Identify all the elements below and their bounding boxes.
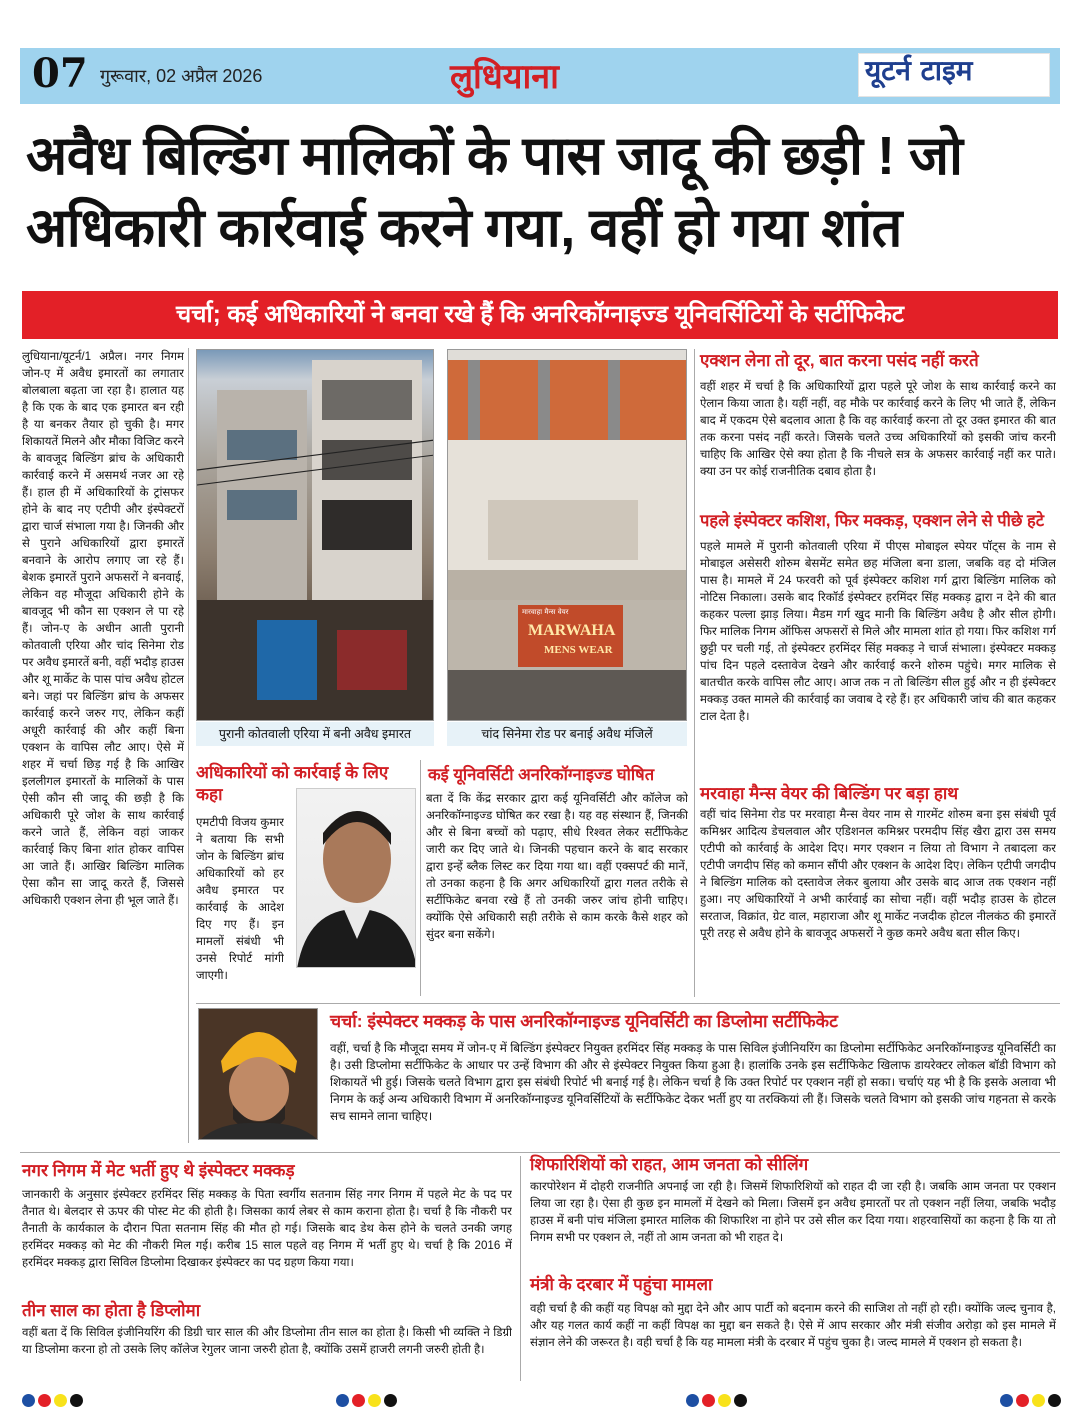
person-icon (297, 789, 416, 968)
newspaper-logo (858, 53, 1050, 97)
color-dots-2 (336, 1394, 397, 1407)
photo-chand-cinema-building (447, 349, 687, 721)
strap-text: चर्चा; कई अधिकारियों ने बनवा रखे हैं कि अनरिकॉग्नाइज्ड यूनिवर्सिटियों के सर्टीफिकेट (176, 301, 904, 328)
story-inspector: पहले मामले में पुरानी कोतवाली एरिया में पीएस मोबाइल स्पेयर पॉट्स के नाम से मोबाइल असेसरी शोरुम बेसमेंट समेत छह मंजिला बना डाला, जबकि वह दो मंजिल पास है। मामले में 24 फरवरी को पूर्व इंस्पेक्टर कशिश गर्ग द्वारा बिल्डिंग मालिक को नोटिस निकाला। उसके बाद रिकॉर्ड इंस्पेक्टर हरमिंदर सिंह मक्कड़ द्वारा न देने की बात कहकर पल्ला झाड़ लिया। मैडम गर्ग खुद मानी कि बिल्डिंग अवैध है और सील होगी। फिर मालिक निगम ऑफिस अफसरों से मिले और मामला शांत हो गया। फिर कशिश गर्ग छुट्टी पर चली गई, तो इंस्पेक्टर हरमिंदर सिंह मक्कड़ ने चार्ज संभाला। इंस्पेक्टर मक्कड़ पांच दिन पहले दस्तावेज देखने और कार्रवाई करने शोरुम पहुंचे। मगर मालिक से बातचीत करके वापिस लौट आए। आज तक न तो बिल्डिंग सील हुई और न ही इंस्पेक्टर मक्कड़ उक्त मामले की कार्रवाई का जवाब दे रहे हैं। हर अधिकारी जांच की बात कहकर टाल देता है। (700, 540, 1056, 723)
story-marwaha: वहीं चांद सिनेमा रोड पर मरवाहा मैन्स वेयर नाम से गारमेंट शोरुम बना इस संबंधी पूर्व कमिश्नर आदित्य डेचलवाल और एडिशनल कमिश्नर परमदीप सिंह खैरा द्वारा उस समय एटीपी को कार्रवाई के आदेश दिए। मगर एक्शन न लिया तो विभाग ने तबादला कर एटीपी जगदीप सिंह को कमान सौंपी और एक्शन के आदेश दिए। लेकिन एटीपी जगदीप ने बिल्डिंग मालिक को दस्तावेज लेकर बुलाया और उसके बाद आज तक एक्शन नहीं हुआ। नए अधिकारियों ने अभी कार्रवाई का सोचा नहीं। वहीं भदौड़ हाउस के होटल सरताज, विक्रांत, ग्रेट वाल, महाराजा और शू मार्केट नजदीक होटल नीलकंठ की इमारतें पूरी तरह से अवैध होने के बावजूद अफसरों ने कुछ कमरे अवैध बता सील किए। (700, 808, 1056, 940)
subhead-universities: कई यूनिवर्सिटी अनरिकॉग्नाइज्ड घोषित (428, 766, 655, 784)
subhead-inspector: पहले इंस्पेक्टर कशिश, फिर मक्कड़, एक्शन लेने से पीछे हटे (700, 512, 1045, 530)
shop-sign-hindi: मारवाहा मैन्स वेयर (522, 608, 569, 616)
subhead-recommendation: शिफारिशियों को राहत, आम जनता को सीलिंग (530, 1155, 809, 1174)
shop-sign-menswear: MENS WEAR (544, 644, 613, 656)
strap-bar (22, 291, 1058, 339)
subhead-diploma: चर्चा: इंस्पेक्टर मक्कड़ के पास अनरिकॉग्नाइज्ड यूनिवर्सिटी का डिप्लोमा सर्टीफिकेट (330, 1011, 838, 1031)
story-action: वहीं शहर में चर्चा है कि अधिकारियों द्वारा पहले पूरे जोश के साथ कार्रवाई करने का ऐलान किया जाता है। यहीं नहीं, वह मौके पर कार्रवाई करने के लिए भी जाते हैं, लेकिन बाद में एकदम ऐसे बदलाव आता है कि वह कार्रवाई करना तो दूर उक्त इमारत की बात तक करना पसंद नहीं करते। जिसके चलते उच्च अधिकारियों को इसकी जांच करनी चाहिए कि आखिर ऐसे क्या होता है कि नीचले सत्र के अफसर कार्रवाई नहीं कर पाते। क्या उन पर कोई राजनीतिक दबाव होता है। (700, 380, 1056, 478)
story-three-year: वहीं बता दें कि सिविल इंजीनियरिंग की डिग्री चार साल की और डिप्लोमा तीन साल का होता है। किसी भी व्यक्ति ने डिग्री या डिप्लोमा करना हो तो उसके लिए कॉलेज रेगुलर जाना जरुरी होता है, क्योंकि उसमें हाजरी लगनी जरुरी होती है। (22, 1326, 512, 1356)
color-dots-4 (1000, 1394, 1061, 1407)
section-divider (20, 1152, 1060, 1153)
story-officers: एमटीपी विजय कुमार ने बताया कि सभी जोन के बिल्डिंग ब्रांच अधिकारियों को हर अवैध इमारत पर कार्रवाई के आदेश दिए गए हैं। इन मामलों संबंधी भी उनसे रिपोर्ट मांगी जाएगी। (196, 816, 284, 982)
photo-caption-1: पुरानी कोतवाली एरिया में बनी अवैध इमारत (196, 722, 434, 746)
column-divider (420, 760, 421, 996)
subhead-three-year: तीन साल का होता है डिप्लोमा (22, 1301, 201, 1320)
color-dots-1 (22, 1394, 83, 1407)
city-name: लुधियाना (450, 58, 559, 96)
person-icon (199, 1009, 318, 1140)
column-divider (520, 1156, 521, 1381)
subhead-minister: मंत्री के दरबार में पहुंचा मामला (530, 1275, 713, 1294)
photo-caption-2: चांद सिनेमा रोड पर बनाई अवैध मंजिलें (447, 722, 687, 746)
subhead-action: एक्शन लेना तो दूर, बात करना पसंद नहीं करते (700, 351, 979, 370)
subhead-mate: नगर निगम में मेट भर्ती हुए थे इंस्पेक्टर मक्कड़ (22, 1161, 295, 1180)
photo-old-kotwali-building (196, 349, 434, 721)
story-diploma: वहीं, चर्चा है कि मौजूदा समय में जोन-ए में बिल्डिंग इंस्पेक्टर नियुक्त हरमिंदर सिंह मक्कड़ के पास सिविल इंजीनियरिंग का डिप्लोमा सर्टीफिकेट अनरिकॉग्नाइज्ड यूनिवर्सिटी का है। उसी डिप्लोमा सर्टीफिकेट के आधार पर उन्हें विभाग की और से इंस्पेक्टर नियुक्त किया हुआ है। हालांकि उनके इस सर्टीफिकेट खिलाफ डायरेक्टर लोकल बॉडी विभाग को शिकायतें भी हुई। जिसके चलते विभाग द्वारा इस संबंधी रिपोर्ट भी बनाई गई है। लेकिन चर्चा है कि उक्त रिपोर्ट पर एक्शन नहीं हो सका। चर्चाएं यह भी है कि इसके अलावा भी निगम के कई अन्य अधिकारी विभाग में अनरिकॉग्नाइज्ड यूनिवर्सिटियों के सर्टीफिकेट देकर भर्ती हुए या तरक्कियां ली हैं। जिसके चलते विभाग को इसकी जांच गहनता से करके सच सामने लाना चाहिए। (330, 1041, 1056, 1123)
building-illustration (197, 350, 434, 721)
left-column-text: लुधियाना/यूटर्न/1 अप्रैल। नगर निगम जोन-ए में अवैध इमारतों का लगातार बोलबाला बढ़ता जा रहा है। हालात यह है कि एक के बाद एक इमारत बन रही है या बनकर तैयार हो चुकी है। मगर शिकायतें मिलने और मौका विजिट करने के बावजूद बिल्डिंग ब्रांच के अधिकारी कार्रवाई करने में असमर्थ नजर आ रहे हैं। हाल ही में अधिकारियों के ट्रांसफर होने के बाद नए एटीपी और इंस्पेक्टरों द्वारा चार्ज संभाला गया है। जिनकी और से पुराने अधिकारियों द्वारा इमारतें बनवाने के आरोप लगाए जा रहे हैं। बेशक इमारतें पुराने अफसरों ने बनवाई, लेकिन वह मौजूदा अधिकारी होने के बावजूद भी कौन सा एक्शन ले पा रहे हैं। जोन-ए के अधीन आती पुरानी कोतवाली एरिया और चांद सिनेमा रोड पर अवैध इमारतें बनी, वहीं भदौड़ हाउस और शू मार्केट के पास पांच अवैध होटल बने। जहां पर बिल्डिंग ब्रांच के अफसर कार्रवाई करने जरुर गए, लेकिन कहीं अधूरी कार्रवाई की और कहीं बिना एक्शन के वापिस लौट आए। ऐसे में शहर में चर्चा छिड़ गई है कि आखिर इललीगल इमारतों के मालिकों के पास ऐसी कौन सी जादू की छड़ी है कि अधिकारी पूरे जोश के साथ कार्रवाई करने जाते हैं, लेकिन वहां जाकर कार्रवाई किए बिना शांत होकर वापिस आ जाते हैं। आखिर बिल्डिंग मालिक ऐसा कौन सा जादू करते हैं, जिससे अधिकारी एक्शन लेना ही भूल जाते हैं। (22, 350, 184, 907)
issue-date: गुरूवार, 02 अप्रैल 2026 (100, 66, 263, 86)
portrait-inspector (198, 1008, 318, 1140)
story-mate: जानकारी के अनुसार इंस्पेक्टर हरमिंदर सिंह मक्कड़ के पिता स्वर्गीय सतनाम सिंह नगर निगम में पहले मेट के पद पर तैनात थे। बेलदार से ऊपर की पोस्ट मेट की होती है। जिसका कार्य लेबर से काम कराना होता है। चर्चा है कि नौकरी पर तैनाती के कार्यकाल के दौरान पिता सतनाम सिंह की मौत हो गई। जिसके बाद डेथ केस होने के चलते उनकी जगह हरमिंदर मक्कड़ को मेट की नौकरी मिल गई। करीब 15 साल पहले वह निगम में भर्ती हुए थे। चर्चा है कि 2016 में हरमिंदर मक्कड़ द्वारा सिविल डिप्लोमा दिखाकर इंस्पेक्टर का पद ग्रहण किया गया। (22, 1188, 512, 1269)
story-recommendation: कारपोरेशन में दोहरी राजनीति अपनाई जा रही है। जिसमें शिफारिशियों को राहत दी जा रही है। जबकि आम जनता पर एक्शन लिया जा रहा है। ऐसा ही कुछ इन मामलों में देखने को मिला। जिसमें इन अवैध इमारतों पर तो एक्शन नहीं लिया, जबकि भदौड़ हाउस में बनी पांच मंजिला इमारत मालिक की शिफारिश ना होने पर उसे सील कर दिया गया। शहरवासियों का कहना है कि या तो निगम सभी पर एक्शन ले, नहीं तो आम जनता को भी राहत दे। (530, 1180, 1056, 1244)
subhead-marwaha: मरवाहा मैन्स वेयर की बिल्डिंग पर बड़ा हाथ (700, 784, 959, 803)
main-headline: अवैध बिल्डिंग मालिकों के पास जादू की छड़ी ! जो अधिकारी कार्रवाई करने गया, वहीं हो गया शांत (26, 126, 963, 258)
story-universities: बता दें कि केंद्र सरकार द्वारा कई यूनिवर्सिटी और कॉलेज को अनरिकॉग्नाइज्ड घोषित कर रखा है। यह वह संस्थान हैं, जिनकी और से बिना बच्चों को पढ़ाए, सीधे रिश्वत लेकर सर्टीफिकेट जारी कर दिए जाते थे। जिनकी पहचान करने के बाद सरकार द्वारा इन्हें ब्लैक लिस्ट कर दिया गया था। वहीं एक्सपर्ट की मानें, तो उनका कहना है कि अगर अधिकारियों द्वारा गलत तरीके से सर्टीफिकेट बनवा रखे हैं तो उनकी जरुर जांच होनी चाहिए। क्योंकि ऐसे अधिकारी सही तरीके से काम करके कैसे शहर को सुंदर बना सकेंगे। (426, 792, 688, 941)
shop-sign-marwaha: MARWAHA (528, 622, 616, 639)
subhead-officers: अधिकारियों को कार्रवाई के लिए कहा (196, 763, 389, 804)
portrait-mtp (296, 788, 416, 968)
building-illustration (448, 350, 687, 721)
story-minister: वही चर्चा है की कहीं यह विपक्ष को मुद्दा देने और आप पार्टी को बदनाम करने की साजिश तो नहीं हो रही। क्योंकि जल्द चुनाव है, और यह गलत कार्य कहीं ना कहीं विपक्ष का मुद्दा बन सकते है। ऐसे में आप सरकार और मंत्री संजीव अरोड़ा को इस मामले में संज्ञान लेने की जरूरत है। वही चर्चा है कि यह मामला मंत्री के दरबार में पहुंच चुका है। जल्द मामले में एक्शन हो सकता है। (530, 1302, 1056, 1349)
column-divider (694, 349, 695, 997)
column-divider (188, 348, 189, 1143)
page-number: 07 (32, 50, 88, 97)
logo-text: यूटर्न टाइम (865, 54, 973, 87)
color-dots-3 (686, 1394, 747, 1407)
section-divider (196, 1003, 1060, 1004)
